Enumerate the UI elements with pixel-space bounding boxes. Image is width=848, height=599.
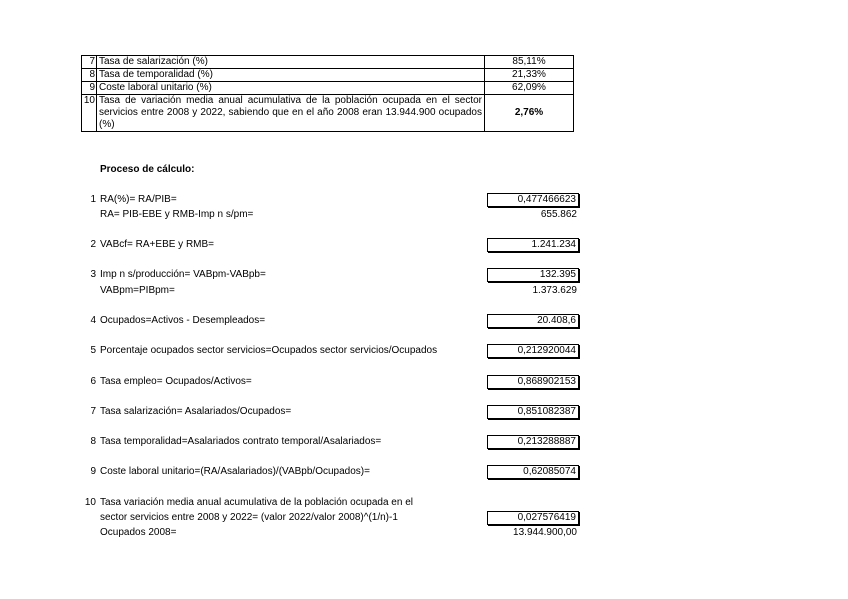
row-label: Coste laboral unitario (%) (97, 82, 485, 95)
row-label: Tasa de variación media anual acumulativa de la población ocupada en el sector servicios entre 2008 y 2022, sabiendo que en el año 2008 eran 13.944.900 ocupados (%) (97, 95, 485, 132)
step-result-box: 0,868902153 (487, 375, 579, 389)
step-number: 1 (90, 194, 96, 205)
step-label: VABcf= RA+EBE y RMB= (100, 239, 215, 250)
step-result-box: 20.408,6 (487, 314, 579, 328)
step-result-box: 0,851082387 (487, 405, 579, 419)
row-number: 7 (82, 56, 97, 69)
row-number: 10 (82, 95, 97, 132)
step-number: 7 (90, 406, 96, 417)
step-number: 10 (84, 497, 96, 508)
step-result-box: 0,027576419 (487, 511, 579, 525)
step-label: Porcentaje ocupados sector servicios=Ocupados sector servicios/Ocupados (100, 345, 438, 356)
row-value: 21,33% (485, 69, 574, 82)
step-sub-label: VABpm=PIBpm= (100, 285, 175, 296)
step-sub-value: 13.944.900,00 (513, 527, 577, 538)
row-label: Tasa de temporalidad (%) (97, 69, 485, 82)
step-label: Ocupados=Activos - Desempleados= (100, 315, 266, 326)
summary-table (81, 55, 574, 132)
row-label: Tasa de salarización (%) (97, 56, 485, 69)
row-value: 85,11% (485, 56, 574, 69)
step-label: Tasa salarización= Asalariados/Ocupados= (100, 406, 292, 417)
table-row (82, 69, 574, 82)
step-number: 6 (90, 376, 96, 387)
calc-title: Proceso de cálculo: (100, 164, 195, 175)
step-label: Imp n s/producción= VABpm-VABpb= (100, 269, 266, 280)
step-label-continued: sector servicios entre 2008 y 2022= (valor 2022/valor 2008)^(1/n)-1 (100, 512, 398, 523)
step-label: Tasa temporalidad=Asalariados contrato temporal/Asalariados= (100, 436, 382, 447)
step-result-box: 0,212920044 (487, 344, 579, 358)
step-number: 5 (90, 345, 96, 356)
row-value: 2,76% (485, 95, 574, 132)
table-row (82, 82, 574, 95)
step-label: Coste laboral unitario=(RA/Asalariados)/(VABpb/Ocupados)= (100, 466, 370, 477)
step-label: Tasa variación media anual acumulativa de la población ocupada en el (100, 497, 413, 508)
step-result-box: 132.395 (487, 268, 579, 282)
row-number: 9 (82, 82, 97, 95)
step-sub-value: 1.373.629 (532, 285, 577, 296)
row-value: 62,09% (485, 82, 574, 95)
step-result-box: 0,62085074 (487, 465, 579, 479)
step-number: 3 (90, 269, 96, 280)
step-result-box: 1.241.234 (487, 238, 579, 252)
table-row (82, 95, 574, 132)
step-number: 4 (90, 315, 96, 326)
step-result-box: 0,477466623 (487, 193, 579, 207)
table-row (82, 56, 574, 69)
step-sub-value: 655.862 (540, 209, 577, 220)
step-label: RA(%)= RA/PIB= (100, 194, 177, 205)
step-number: 2 (90, 239, 96, 250)
step-label: Tasa empleo= Ocupados/Activos= (100, 376, 252, 387)
row-number: 8 (82, 69, 97, 82)
step-sub-label: RA= PIB-EBE y RMB-Imp n s/pm= (100, 209, 254, 220)
step-number: 9 (90, 466, 96, 477)
step-result-box: 0,213288887 (487, 435, 579, 449)
step-number: 8 (90, 436, 96, 447)
step-sub-label: Ocupados 2008= (100, 527, 177, 538)
